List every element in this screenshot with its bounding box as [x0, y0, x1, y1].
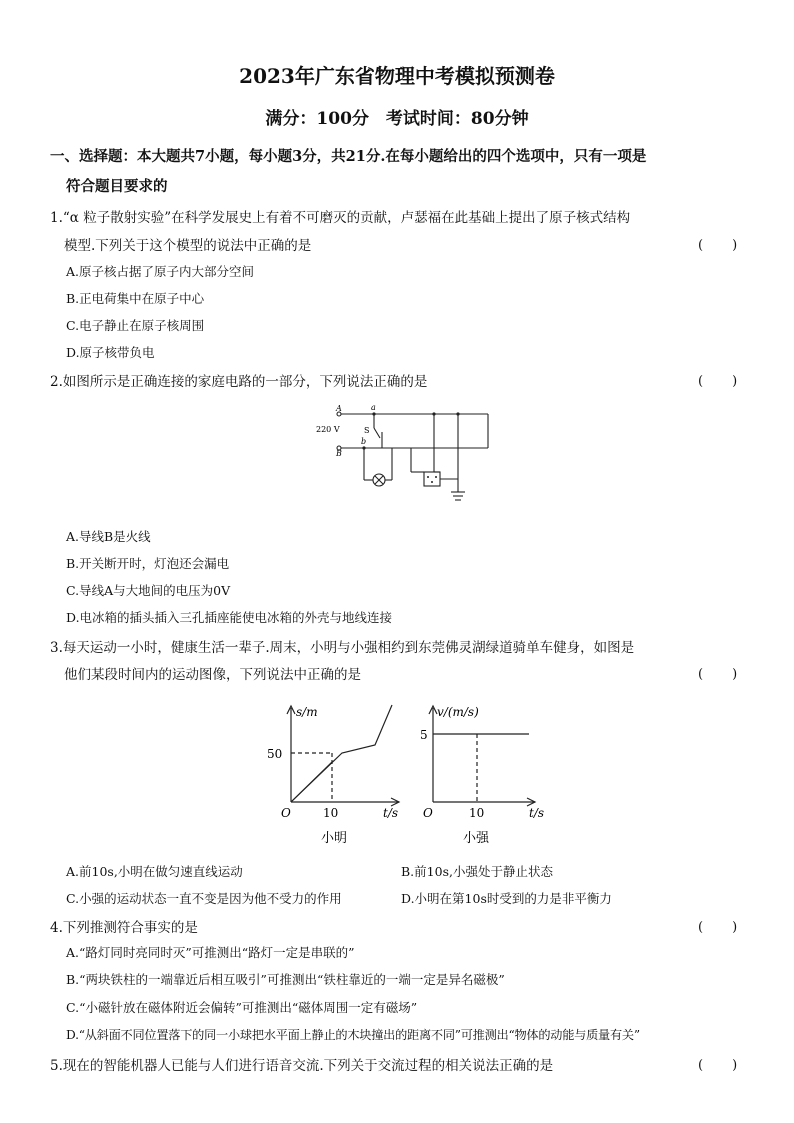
q3-answer-paren: ( ) — [698, 667, 739, 682]
graph1-caption: 小明 — [321, 831, 348, 846]
q5-stem: 5.现在的智能机器人已能与人们进行语音交流.下列关于交流过程的相关说法正确的是 — [50, 1058, 554, 1074]
page-title: 2023年广东省物理中考模拟预测卷 — [239, 64, 555, 88]
label-switch: S — [364, 426, 370, 435]
q2-option-a: A.导线B是火线 — [66, 529, 151, 544]
q3-option-b: B.前10s,小强处于静止状态 — [401, 864, 553, 879]
q4-option-d: D.“从斜面不同位置落下的同一小球把水平面上静止的木块撞出的距离不同”可推测出“物体的动能与质量有关” — [66, 1028, 640, 1042]
q3-option-d: D.小明在第10s时受到的力是非平衡力 — [401, 891, 612, 906]
q4-stem: 4.下列推测符合事实的是 — [50, 920, 198, 936]
q3-graph-xiaoqiang — [415, 700, 565, 850]
graph1-origin: O — [281, 806, 291, 820]
graph2-ytick: 5 — [420, 728, 428, 742]
q2-answer-paren: ( ) — [698, 374, 739, 389]
graph2-xlabel: t/s — [529, 806, 545, 820]
graph2-ylabel: v/(m/s) — [437, 705, 479, 719]
q2-circuit-diagram — [316, 400, 496, 510]
label-b-lower: b — [361, 437, 367, 446]
q4-option-c: C.“小磁针放在磁体附近会偏转”可推测出“磁体周围一定有磁场” — [66, 1000, 418, 1015]
graph1-xlabel: t/s — [383, 806, 399, 820]
q2-option-c: C.导线A与大地间的电压为0V — [66, 583, 231, 598]
q3-option-c: C.小强的运动状态一直不变是因为他不受力的作用 — [66, 891, 342, 906]
graph2-xtick: 10 — [469, 806, 485, 820]
q1-option-b: B.正电荷集中在原子中心 — [66, 291, 205, 306]
label-b-upper: B — [336, 449, 342, 458]
q3-graph-xiaoming — [265, 700, 415, 850]
three-pin-socket — [424, 472, 440, 486]
page-subtitle: 满分：100分 考试时间：80分钟 — [265, 109, 529, 129]
q4-answer-paren: ( ) — [698, 920, 739, 935]
graph2-caption: 小强 — [463, 831, 490, 846]
graph1-xtick: 10 — [323, 806, 339, 820]
section-heading-line1: 一、选择题：本大题共7小题，每小题3分，共21分.在每小题给出的四个选项中，只有一项是 — [50, 148, 647, 165]
graph1-ylabel: s/m — [296, 705, 318, 719]
q1-option-d: D.原子核带负电 — [66, 345, 155, 360]
q1-stem-line1: 1.“α 粒子散射实验”在科学发展史上有着不可磨灭的贡献，卢瑟福在此基础上提出了原子核式结构 — [50, 210, 631, 226]
q2-option-b: B.开关断开时，灯泡还会漏电 — [66, 556, 230, 571]
q3-stem-line2: 他们某段时间内的运动图像，下列说法中正确的是 — [64, 667, 361, 683]
q5-answer-paren: ( ) — [698, 1058, 739, 1073]
q1-answer-paren: ( ) — [698, 238, 739, 253]
label-a-upper: A — [336, 404, 342, 413]
section-heading-line2: 符合题目要求的 — [66, 178, 168, 195]
q2-option-d: D.电冰箱的插头插入三孔插座能使电冰箱的外壳与地线连接 — [66, 610, 393, 625]
q4-option-a: A.“路灯同时亮同时灭”可推测出“路灯一定是串联的” — [66, 945, 355, 960]
graph2-origin: O — [423, 806, 433, 820]
q2-stem: 2.如图所示是正确连接的家庭电路的一部分，下列说法正确的是 — [50, 374, 428, 390]
s-t-line-2 — [291, 762, 332, 802]
label-a-lower: a — [371, 403, 376, 412]
q4-option-b: B.“两块铁柱的一端靠近后相互吸引”可推测出“铁柱靠近的一端一定是异名磁极” — [66, 972, 505, 987]
q1-option-c: C.电子静止在原子核周围 — [66, 318, 205, 333]
q1-stem-line2: 模型.下列关于这个模型的说法中正确的是 — [64, 238, 312, 254]
q1-option-a: A.原子核占据了原子内大部分空间 — [66, 264, 255, 279]
label-voltage: 220 V — [316, 425, 340, 434]
q3-stem-line1: 3.每天运动一小时，健康生活一辈子.周末，小明与小强相约到东莞佛灵湖绿道骑单车健身，如图是 — [50, 640, 635, 656]
graph1-ytick: 50 — [267, 747, 283, 761]
q3-option-a: A.前10s,小明在做匀速直线运动 — [66, 864, 243, 879]
